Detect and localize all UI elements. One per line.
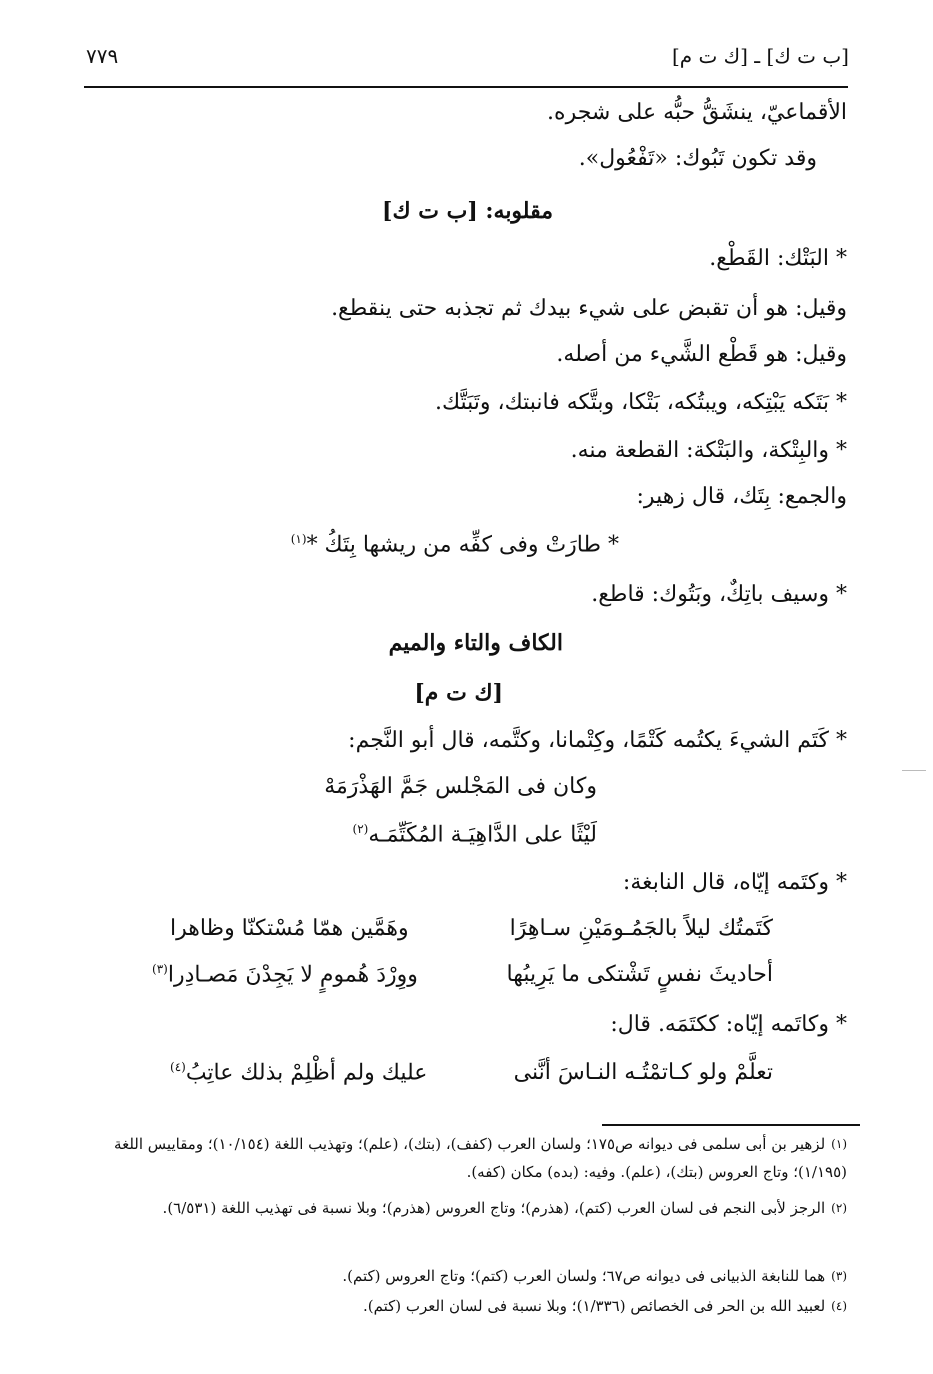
page-number: ٧٧٩ <box>86 44 119 68</box>
footnote-number: (١) <box>831 1137 847 1151</box>
text-line: * وكاتَمه إيّاه: ككتَمَه. قال: <box>610 1012 847 1037</box>
text-line: وقيل: هو أن تقبض على شيء بيدك ثم تجذبه حتى ينقطع. <box>331 296 847 321</box>
footnote-ref: (١) <box>290 532 307 546</box>
verse-hemistich-left <box>152 962 418 987</box>
verse-hemistich-left: وهَمَّين همّا مُسْتكنّا وظاهرا <box>170 916 409 941</box>
verse-text: ووِرْدَ هُمومٍ لا يَجِدْنَ مَصـادِرا <box>167 962 418 988</box>
verse-line <box>353 822 597 847</box>
footnote-text: هما للنابغة الذبيانى فى ديوانه ص٦٧؛ ولسان العرب (كتم)؛ وتاج العروس (كتم). <box>342 1267 826 1285</box>
text-line: والجمع: بِتَك، قال زهير: <box>636 484 847 509</box>
footnote-ref: (٢) <box>352 822 369 836</box>
footnote-rule <box>602 1124 860 1126</box>
running-header: [ب ت ك] ـ [ك ت م] <box>671 44 849 68</box>
section-heading: مقلوبه: [ب ت ك] <box>382 198 553 224</box>
verse-line: وكان فى المَجْلس جَمَّ الهَذْرَمَهْ <box>324 774 597 799</box>
footnote-text: لزهير بن أبى سلمى فى ديوانه ص١٧٥؛ ولسان العرب (كفف)، (بتك)، (علم)؛ وتهذيب اللغة (١٠/١٥٤)؛ ومقاييس اللغة (١/١٩٥)؛ وتاج العروس (بتك)، (علم). وفيه: (بده) مكان (كفه). <box>114 1135 847 1181</box>
footnote-text: الرجز لأبى النجم فى لسان العرب (كتم)، (هذرم)؛ وتاج العروس (هذرم)؛ وبلا نسبة فى تهذيب اللغة (٦/٥٣١). <box>162 1199 826 1217</box>
footnote <box>85 1292 847 1320</box>
footnote-number: (٢) <box>831 1201 847 1215</box>
verse-hemistich-right: كَتَمتُك ليلاً بالجَمُـومَيْنِ سـاهِرًا <box>509 916 773 941</box>
section-heading: الكاف والتاء والميم <box>388 630 563 656</box>
footnote-number: (٣) <box>831 1269 847 1283</box>
footnote-ref: (٤) <box>170 1060 186 1074</box>
text-line: * والبِتْكة، والبَتْكة: القطعة منه. <box>570 438 847 463</box>
section-heading: [ك ت م] <box>414 680 503 706</box>
scan-mark <box>902 770 926 771</box>
text-line: * وسيف باتِكٌ، وبَتُوك: قاطع. <box>591 582 847 607</box>
text-line: * وكتَمه إيّاه، قال النابغة: <box>622 870 847 895</box>
footnote-number: (٤) <box>831 1299 847 1313</box>
text-line: الأقماعيّ، ينشَقُّ حبُّه على شجره. <box>547 100 847 125</box>
verse-hemistich-right: أحاديثَ نفسٍ تَشْتكى ما يَرِيبُها <box>506 962 773 987</box>
text-line: * بَتَكه يَبْتِكه، ويبتُكه، بَتْكا، وبتَّكه فانبتك، وتَبَتَّك. <box>434 390 847 415</box>
verse-text: * طارَتْ وفى كفِّه من ريشها بِتَكُ * <box>306 532 619 558</box>
footnote <box>85 1194 847 1222</box>
text-line: وقد تكون تَبُوك: «تَفْعُول». <box>578 146 817 171</box>
verse-text: لَيْثًا على الدَّاهِيَـة المُكَتِّمَـه <box>368 822 597 848</box>
footnote-text: لعبيد الله بن الحر فى الخصائص (١/٣٣٦)؛ وبلا نسبة فى لسان العرب (كتم). <box>363 1297 826 1315</box>
verse-text: عليك ولم أظْلِمْ بذلك عاتِبُ <box>185 1060 428 1086</box>
text-line: * كَتَم الشيءَ يكتُمه كَتْمًا، وكِتْمانا، وكتَّمه، قال أبو النَّجم: <box>348 728 847 753</box>
text-line: وقيل: هو قَطْع الشَّيء من أصله. <box>556 342 847 367</box>
text-line: * البَتْك: القَطْع. <box>709 246 847 271</box>
verse-hemistich-left <box>170 1060 427 1085</box>
footnote <box>85 1130 847 1186</box>
footnote-ref: (٣) <box>152 962 168 976</box>
verse-line <box>291 532 619 557</box>
header-rule <box>84 86 848 88</box>
verse-hemistich-right: تعلَّمْ ولو كـاتمْتُـه النـاسَ أنَّنى <box>513 1060 773 1085</box>
footnote <box>85 1262 847 1290</box>
